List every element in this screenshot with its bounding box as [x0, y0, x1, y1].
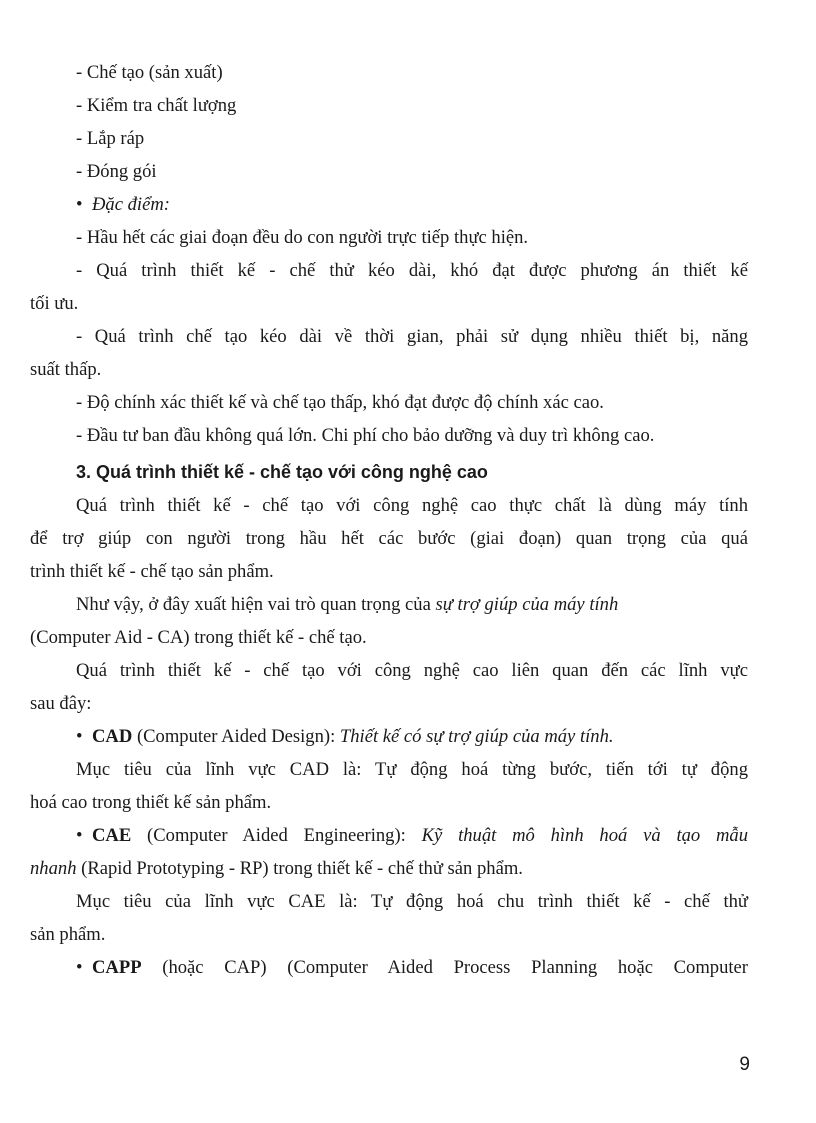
capp-bullet — [30, 951, 748, 984]
term-cad: CAD — [92, 726, 133, 747]
cad-description: (Computer Aided Design): — [132, 726, 340, 747]
bullet-icon: • — [76, 194, 83, 215]
text-span: (Rapid Prototyping - RP) trong thiết kế - chế thử sản phẩm. — [76, 858, 523, 879]
list-item: - Chế tạo (sản xuất) — [76, 62, 223, 83]
feature-item-continuation: tối ưu. — [30, 293, 79, 314]
page-content — [30, 56, 748, 984]
paragraph-line — [30, 588, 748, 621]
paragraph-line: Mục tiêu của lĩnh vực CAE là: Tự động hoá chu trình thiết kế - chế thử — [76, 891, 748, 912]
paragraph-line: Mục tiêu của lĩnh vực CAD là: Tự động hoá từng bước, tiến tới tự động — [76, 759, 748, 780]
text-span: (hoặc CAP) (Computer Aided Process Planning hoặc Computer — [141, 957, 748, 978]
paragraph-line: sau đây: — [30, 693, 92, 714]
paragraph-line: để trợ giúp con người trong hầu hết các bước (giai đoạn) quan trọng của quá — [30, 528, 748, 549]
cad-meaning: Thiết kế có sự trợ giúp của máy tính. — [339, 726, 614, 747]
cae-meaning: Kỹ thuật mô hình hoá và tạo mẫu — [421, 825, 749, 846]
feature-item: - Đầu tư ban đầu không quá lớn. Chi phí cho bảo dưỡng và duy trì không cao. — [76, 425, 655, 446]
features-label: Đặc điểm: — [92, 194, 170, 215]
italic-phrase: sự trợ giúp của máy tính — [435, 594, 619, 615]
bullet-icon: • — [76, 957, 83, 978]
paragraph-line: Quá trình thiết kế - chế tạo với công nghệ cao thực chất là dùng máy tính — [76, 495, 748, 516]
feature-item: - Quá trình chế tạo kéo dài về thời gian, phải sử dụng nhiều thiết bị, năng — [76, 326, 748, 347]
bullet-icon: • — [76, 726, 83, 747]
list-item: - Lắp ráp — [76, 128, 145, 149]
list-item: - Đóng gói — [76, 161, 157, 182]
paragraph-line: trình thiết kế - chế tạo sản phẩm. — [30, 561, 274, 582]
cae-description: (Computer Aided Engineering): — [131, 825, 422, 846]
paragraph-line: sản phẩm. — [30, 924, 106, 945]
feature-item-continuation: suất thấp. — [30, 359, 102, 380]
cae-bullet — [30, 819, 748, 852]
section-heading: 3. Quá trình thiết kế - chế tạo với công nghệ cao — [76, 462, 488, 482]
paragraph-line: (Computer Aid - CA) trong thiết kế - chế tạo. — [30, 627, 367, 648]
feature-item: - Độ chính xác thiết kế và chế tạo thấp, khó đạt được độ chính xác cao. — [76, 392, 604, 413]
page-number: 9 — [739, 1054, 750, 1075]
cae-meaning-cont: nhanh — [30, 858, 77, 879]
feature-item: - Quá trình thiết kế - chế thử kéo dài, khó đạt được phương án thiết kế — [76, 260, 748, 281]
paragraph-line — [30, 852, 748, 885]
paragraph-line: Quá trình thiết kế - chế tạo với công nghệ cao liên quan đến các lĩnh vực — [76, 660, 748, 681]
bullet-icon: • — [76, 825, 83, 846]
features-label-line — [30, 188, 748, 221]
list-item: - Kiểm tra chất lượng — [76, 95, 237, 116]
paragraph-line: hoá cao trong thiết kế sản phẩm. — [30, 792, 272, 813]
text-span: Như vậy, ở đây xuất hiện vai trò quan trọng của — [76, 594, 436, 615]
feature-item: - Hầu hết các giai đoạn đều do con người trực tiếp thực hiện. — [76, 227, 529, 248]
cad-bullet — [30, 720, 748, 753]
term-capp: CAPP — [92, 957, 142, 978]
term-cae: CAE — [92, 825, 132, 846]
